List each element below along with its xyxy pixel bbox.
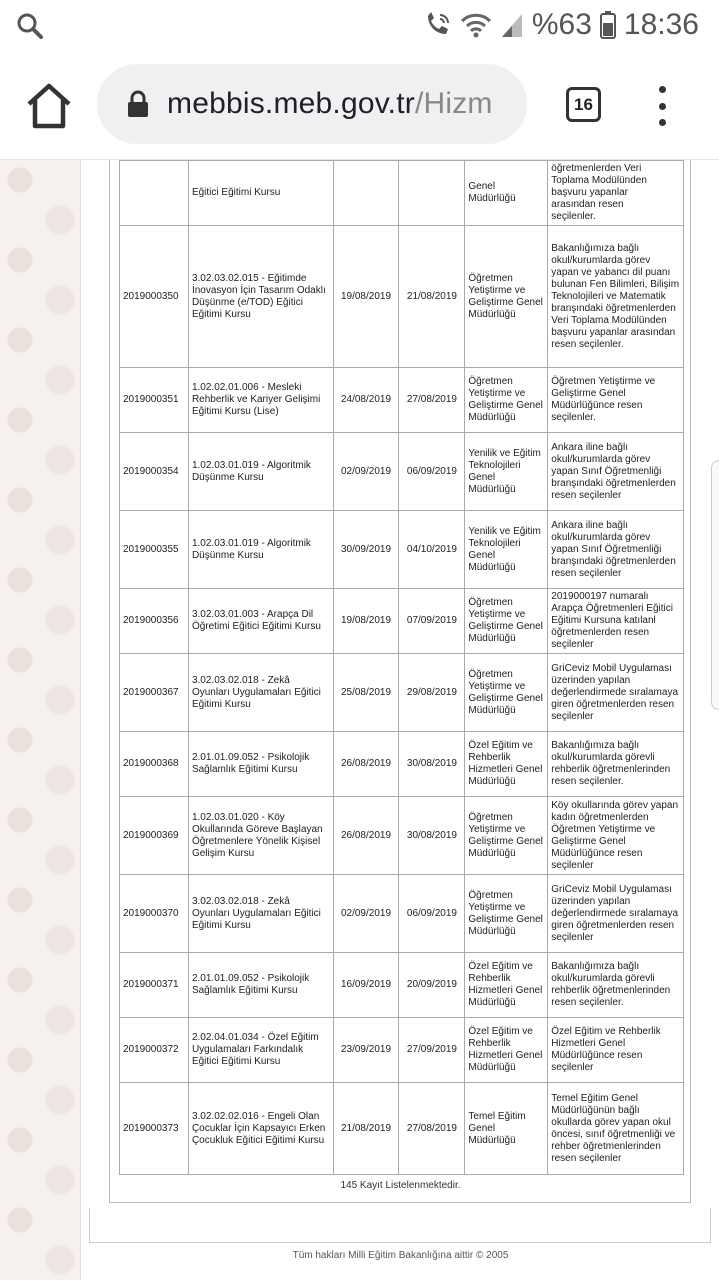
start-date-cell: 26/08/2019 xyxy=(333,797,399,875)
course-id-cell: 2019000372 xyxy=(120,1018,189,1083)
note-cell: Ankara iline bağlı okul/kurumlarda görev yapan Sınıf Öğretmenliği branşındaki öğretmenlerden resen seçilenler xyxy=(548,433,684,511)
start-date-cell: 30/09/2019 xyxy=(333,511,399,589)
start-date-cell: 23/09/2019 xyxy=(333,1018,399,1083)
unit-cell: Öğretmen Yetiştirme ve Geliştirme Genel Müdürlüğü xyxy=(465,797,548,875)
outer-frame xyxy=(89,1208,711,1243)
course-name-cell: 1.02.03.01.019 - Algoritmik Düşünme Kursu xyxy=(188,511,333,589)
unit-cell: Temel Eğitim Genel Müdürlüğü xyxy=(465,1083,548,1175)
course-id-cell: 2019000370 xyxy=(120,875,189,953)
url-host: mebbis.meb.gov.tr xyxy=(167,87,415,120)
course-name-cell: 3.02.03.02.018 - Zekâ Oyunları Uygulamaları Eğitici Eğitimi Kursu xyxy=(188,875,333,953)
unit-cell: Yenilik ve Eğitim Teknolojileri Genel Müdürlüğü xyxy=(465,433,548,511)
tabs-button[interactable] xyxy=(566,87,601,122)
wifi-call-icon xyxy=(424,12,452,38)
table-container xyxy=(109,160,691,1203)
start-date-cell: 25/08/2019 xyxy=(333,654,399,732)
course-id-cell: 2019000355 xyxy=(120,511,189,589)
course-name-cell: 3.02.03.01.003 - Arapça Dil Öğretimi Eğitici Eğitimi Kursu xyxy=(188,589,333,654)
note-cell: Bakanlığımıza bağlı okul/kurumlarda görevli rehberlik öğretmenlerinden resen seçilenler. xyxy=(548,732,684,797)
course-id-cell: 2019000373 xyxy=(120,1083,189,1175)
course-name-cell: 1.02.03.01.019 - Algoritmik Düşünme Kursu xyxy=(188,433,333,511)
end-date-cell xyxy=(399,161,465,226)
course-name-cell: 3.02.03.02.015 - Eğitimde İnovasyon İçin Tasarım Odaklı Düşünme (e/TOD) Eğitici Eğitimi Kursu xyxy=(188,226,333,368)
unit-cell: Öğretmen Yetiştirme ve Geliştirme Genel Müdürlüğü xyxy=(465,226,548,368)
record-count: 145 Kayıt Listelenmektedir. xyxy=(340,1180,461,1191)
start-date-cell: 16/09/2019 xyxy=(333,953,399,1018)
start-date-cell: 26/08/2019 xyxy=(333,732,399,797)
course-id-cell: 2019000371 xyxy=(120,953,189,1018)
end-date-cell: 21/08/2019 xyxy=(399,226,465,368)
table-row xyxy=(120,589,684,654)
end-date-cell: 30/08/2019 xyxy=(399,732,465,797)
note-cell: GriCeviz Mobil Uygulaması üzerinden yapılan değerlendirmede sıralamaya giren öğretmenlerden resen seçilenler xyxy=(548,875,684,953)
unit-cell: Özel Eğitim ve Rehberlik Hizmetleri Genel Müdürlüğü xyxy=(465,1018,548,1083)
unit-cell: Öğretmen Yetiştirme ve Geliştirme Genel Müdürlüğü xyxy=(465,589,548,654)
end-date-cell: 30/08/2019 xyxy=(399,797,465,875)
tab-count: 16 xyxy=(574,94,593,114)
note-cell: Ankara iline bağlı okul/kurumlarda görev yapan Sınıf Öğretmenliği branşındaki öğretmenlerden resen seçilenler xyxy=(548,511,684,589)
table-row xyxy=(120,368,684,433)
note-cell: 2019000197 numaralı Arapça Öğretmenleri Eğitici Eğitimi Kursuna katılanl öğretmenlerden resen seçilenler xyxy=(548,589,684,654)
table-row xyxy=(120,1018,684,1083)
clock: 18:36 xyxy=(623,8,699,41)
end-date-cell: 27/08/2019 xyxy=(399,1083,465,1175)
table-row xyxy=(120,732,684,797)
note-cell: öğretmenlerden Veri Toplama Modülünden başvuru yapanlar arasından resen seçilenler. xyxy=(548,161,684,226)
course-id-cell: 2019000350 xyxy=(120,226,189,368)
note-cell: Temel Eğitim Genel Müdürlüğünün bağlı okullarda görev yapan okul öncesi, sınıf öğretmenliği ve rehber öğretmenlerinden resen seçilenler xyxy=(548,1083,684,1175)
address-bar[interactable] xyxy=(97,64,527,144)
unit-cell: Yenilik ve Eğitim Teknolojileri Genel Müdürlüğü xyxy=(465,511,548,589)
table-row xyxy=(120,1083,684,1175)
course-id-cell: 2019000367 xyxy=(120,654,189,732)
note-cell: Köy okullarında görev yapan kadın öğretmenlerden Öğretmen Yetiştirme ve Geliştirme Genel Müdürlüğünce resen seçilenler xyxy=(548,797,684,875)
url-path: /Hizm xyxy=(414,87,493,120)
battery-percent: %63 xyxy=(531,8,592,41)
start-date-cell: 19/08/2019 xyxy=(333,226,399,368)
content-sheet xyxy=(80,160,719,1280)
note-cell: Bakanlığımıza bağlı okul/kurumlarda görev yapan ve yabancı dil puanı bulunan Fen Bilimleri, Bilişim Teknolojileri ve Matematik branşındaki öğretmenlerden Veri Toplama Modülünden başvuru yapanlar arasından resen seçilenler. xyxy=(548,226,684,368)
end-date-cell: 07/09/2019 xyxy=(399,589,465,654)
page-content xyxy=(0,160,719,1280)
more-menu-icon[interactable] xyxy=(656,86,668,126)
start-date-cell: 19/08/2019 xyxy=(333,589,399,654)
course-name-cell: 1.02.03.01.020 - Köy Okullarında Göreve Başlayan Öğretmenlere Yönelik Kişisel Gelişim Kursu xyxy=(188,797,333,875)
table-row xyxy=(120,511,684,589)
course-name-cell: 2.01.01.09.052 - Psikolojik Sağlamlık Eğitimi Kursu xyxy=(188,732,333,797)
end-date-cell: 06/09/2019 xyxy=(399,875,465,953)
course-name-cell: 3.02.02.02.016 - Engeli Olan Çocuklar İçin Kapsayıcı Erken Çocukluk Eğitici Eğitimi Kursu xyxy=(188,1083,333,1175)
copyright-footer: Tüm hakları Milli Eğitim Bakanlığına aittir © 2005 xyxy=(292,1250,509,1261)
course-name-cell: 2.02.04.01.034 - Özel Eğitim Uygulamaları Farkındalık Eğitici Eğitimi Kursu xyxy=(188,1018,333,1083)
course-name-cell: 3.02.03.02.018 - Zekâ Oyunları Uygulamaları Eğitici Eğitimi Kursu xyxy=(188,654,333,732)
browser-toolbar xyxy=(0,52,719,160)
note-cell: Özel Eğitim ve Rehberlik Hizmetleri Genel Müdürlüğünce resen seçilenler xyxy=(548,1018,684,1083)
start-date-cell: 02/09/2019 xyxy=(333,433,399,511)
note-cell: Öğretmen Yetiştirme ve Geliştirme Genel Müdürlüğünce resen seçilenler. xyxy=(548,368,684,433)
table-row xyxy=(120,875,684,953)
start-date-cell: 02/09/2019 xyxy=(333,875,399,953)
course-name-cell: 2.01.01.09.052 - Psikolojik Sağlamlık Eğitimi Kursu xyxy=(188,953,333,1018)
battery-icon xyxy=(600,11,616,39)
end-date-cell: 27/08/2019 xyxy=(399,368,465,433)
unit-cell: Genel Müdürlüğü xyxy=(465,161,548,226)
course-name-cell: Eğitici Eğitimi Kursu xyxy=(188,161,333,226)
table-row xyxy=(120,226,684,368)
end-date-cell: 29/08/2019 xyxy=(399,654,465,732)
unit-cell: Özel Eğitim ve Rehberlik Hizmetleri Genel Müdürlüğü xyxy=(465,732,548,797)
unit-cell: Özel Eğitim ve Rehberlik Hizmetleri Genel Müdürlüğü xyxy=(465,953,548,1018)
course-id-cell xyxy=(120,161,189,226)
end-date-cell: 06/09/2019 xyxy=(399,433,465,511)
course-id-cell: 2019000354 xyxy=(120,433,189,511)
status-bar xyxy=(0,0,719,52)
side-edge-handle[interactable] xyxy=(711,460,719,710)
course-table xyxy=(119,160,684,1175)
note-cell: Bakanlığımıza bağlı okul/kurumlarda görevli rehberlik öğretmenlerinden resen seçilenler. xyxy=(548,953,684,1018)
start-date-cell: 21/08/2019 xyxy=(333,1083,399,1175)
course-id-cell: 2019000369 xyxy=(120,797,189,875)
end-date-cell: 27/09/2019 xyxy=(399,1018,465,1083)
course-name-cell: 1.02.02.01.006 - Mesleki Rehberlik ve Kariyer Gelişimi Eğitimi Kursu (Lise) xyxy=(188,368,333,433)
course-id-cell: 2019000356 xyxy=(120,589,189,654)
table-row xyxy=(120,797,684,875)
unit-cell: Öğretmen Yetiştirme ve Geliştirme Genel Müdürlüğü xyxy=(465,875,548,953)
search-icon[interactable] xyxy=(16,12,44,40)
table-row xyxy=(120,654,684,732)
table-row xyxy=(120,953,684,1018)
table-row xyxy=(120,433,684,511)
home-icon[interactable] xyxy=(24,82,74,130)
end-date-cell: 04/10/2019 xyxy=(399,511,465,589)
table-row xyxy=(120,161,684,226)
note-cell: GriCeviz Mobil Uygulaması üzerinden yapılan değerlendirmede sıralamaya giren öğretmenlerden resen seçilenler xyxy=(548,654,684,732)
url-text xyxy=(167,87,493,121)
lock-icon xyxy=(127,90,149,118)
unit-cell: Öğretmen Yetiştirme ve Geliştirme Genel Müdürlüğü xyxy=(465,368,548,433)
end-date-cell: 20/09/2019 xyxy=(399,953,465,1018)
start-date-cell xyxy=(333,161,399,226)
course-id-cell: 2019000351 xyxy=(120,368,189,433)
start-date-cell: 24/08/2019 xyxy=(333,368,399,433)
signal-icon xyxy=(500,12,524,38)
unit-cell: Öğretmen Yetiştirme ve Geliştirme Genel Müdürlüğü xyxy=(465,654,548,732)
course-id-cell: 2019000368 xyxy=(120,732,189,797)
wifi-icon xyxy=(460,12,492,38)
